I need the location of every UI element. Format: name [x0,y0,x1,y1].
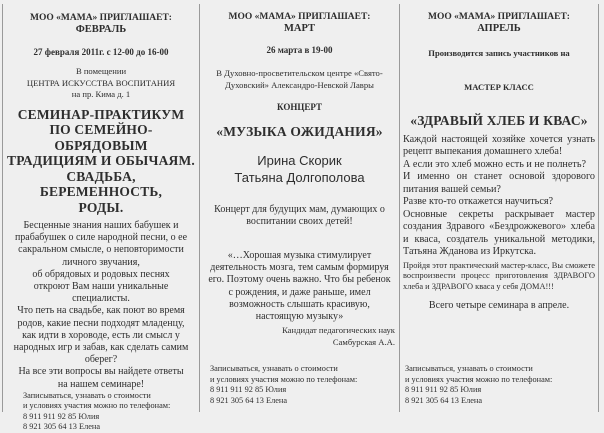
february-column [2,4,199,432]
paragraph: И именно он станет основой здорового питания вашей семьи? [403,171,595,195]
event-venue: В помещении ЦЕНТРА ИСКУССТВА ВОСПИТАНИЯ на пр. Кима д. 1 [26,66,176,99]
event-title: «МУЗЫКА ОЖИДАНИЯ» [216,124,383,139]
event-description [403,134,595,259]
contacts: Записываться, узнавать о стоимости и условиях участия можно по телефонам: 8 911 911 92 85 Юлия 8 921 305 64 13 Елена [405,364,553,405]
march-column [199,4,399,412]
event-date: 26 марта в 19-00 [266,45,333,55]
paragraph: Разве кто-то откажется научиться? [403,196,554,207]
month-heading: МАРТ [283,23,316,34]
event-date: 27 февраля 2011г. с 12-00 до 16-00 [33,47,169,57]
paragraph: Каждой настоящей хозяйке хочется узнать рецепт выпекания домашнего хлеба! [403,133,595,157]
event-intro: Производится запись участников на [428,48,570,58]
event-note: Пройдя этот практический мастер-класс, Вы сможете воспроизвести процесс приготовления ЗДРАВОГО хлеба и ЗДРАВОГО кваса у себя ДОМА!!! [403,260,595,291]
org-heading: МОО «МАМА» ПРИГЛАШАЕТ: [30,13,172,23]
month-heading: ФЕВРАЛЬ [75,24,127,35]
paragraph: Основные секреты раскрывает мастер создания Здравого «Бездрожжевого» хлеба и кваса, создатель уникальной методики, Татьяна Жданова из Иркутска. [403,208,595,257]
paragraph: А если это хлеб можно есть и не полнеть? [403,158,587,170]
performers: Ирина Скорик Татьяна Долгополова [234,152,365,185]
quote: «…Хорошая музыка стимулирует деятельность мозга, тем самым формируя его. Поэтому очень важно. Что бы ребенок с рождения, и даже раньше, имел возможность слышать красивую, настоящую музыку» [208,249,391,322]
event-title: «ЗДРАВЫЙ ХЛЕБ И КВАС» [410,113,588,128]
event-description: Концерт для будущих мам, думающих о воспитании своих детей! [214,203,385,227]
contacts: Записываться, узнавать о стоимости и условиях участия можно по телефонам: 8 911 911 92 85 Юлия 8 921 305 64 13 Елена [23,390,171,432]
month-heading: АПРЕЛЬ [477,23,521,34]
event-type: МАСТЕР КЛАСС [464,82,534,92]
event-venue: В Духовно-просветительском центре «Свято- Духовский» Александро-Невской Лавры [216,68,383,90]
event-type: КОНЦЕРТ [277,102,322,112]
event-description: Бесценные знания наших бабушек и прабабушек о силе народной песни, о ее сакральном смысле, о неповторимости личного звучания, об обрядовых и родовых песнях откроют Вам наши уникальные специалисты. Что петь на свадьбе, как поют во время родов, какие песни подходят младенцу, как идти в хороводе, есть ли смысл у народных игр и забав, как сделать самим оберег? На все эти вопросы вы найдете ответы на нашем семинаре! [13,220,189,390]
event-summary: Всего четыре семинара в апреле. [428,300,570,311]
org-heading: МОО «МАМА» ПРИГЛАШАЕТ: [428,12,570,22]
event-title: СЕМИНАР-ПРАКТИКУМ ПО СЕМЕЙНО-ОБРЯДОВЫМ ТРАДИЦИЯМ И ОБЫЧАЯМ. СВАДЬБА, БЕРЕМЕННОСТЬ, РОДЫ. [7,106,196,215]
org-heading: МОО «МАМА» ПРИГЛАШАЕТ: [228,12,371,22]
april-column [399,4,599,412]
quote-author: Кандидат педагогических наук Самбурская А.А. [282,325,395,347]
contacts: Записываться, узнавать о стоимости и условиях участия можно по телефонам: 8 911 911 92 85 Юлия 8 921 305 64 13 Елена [210,364,358,405]
